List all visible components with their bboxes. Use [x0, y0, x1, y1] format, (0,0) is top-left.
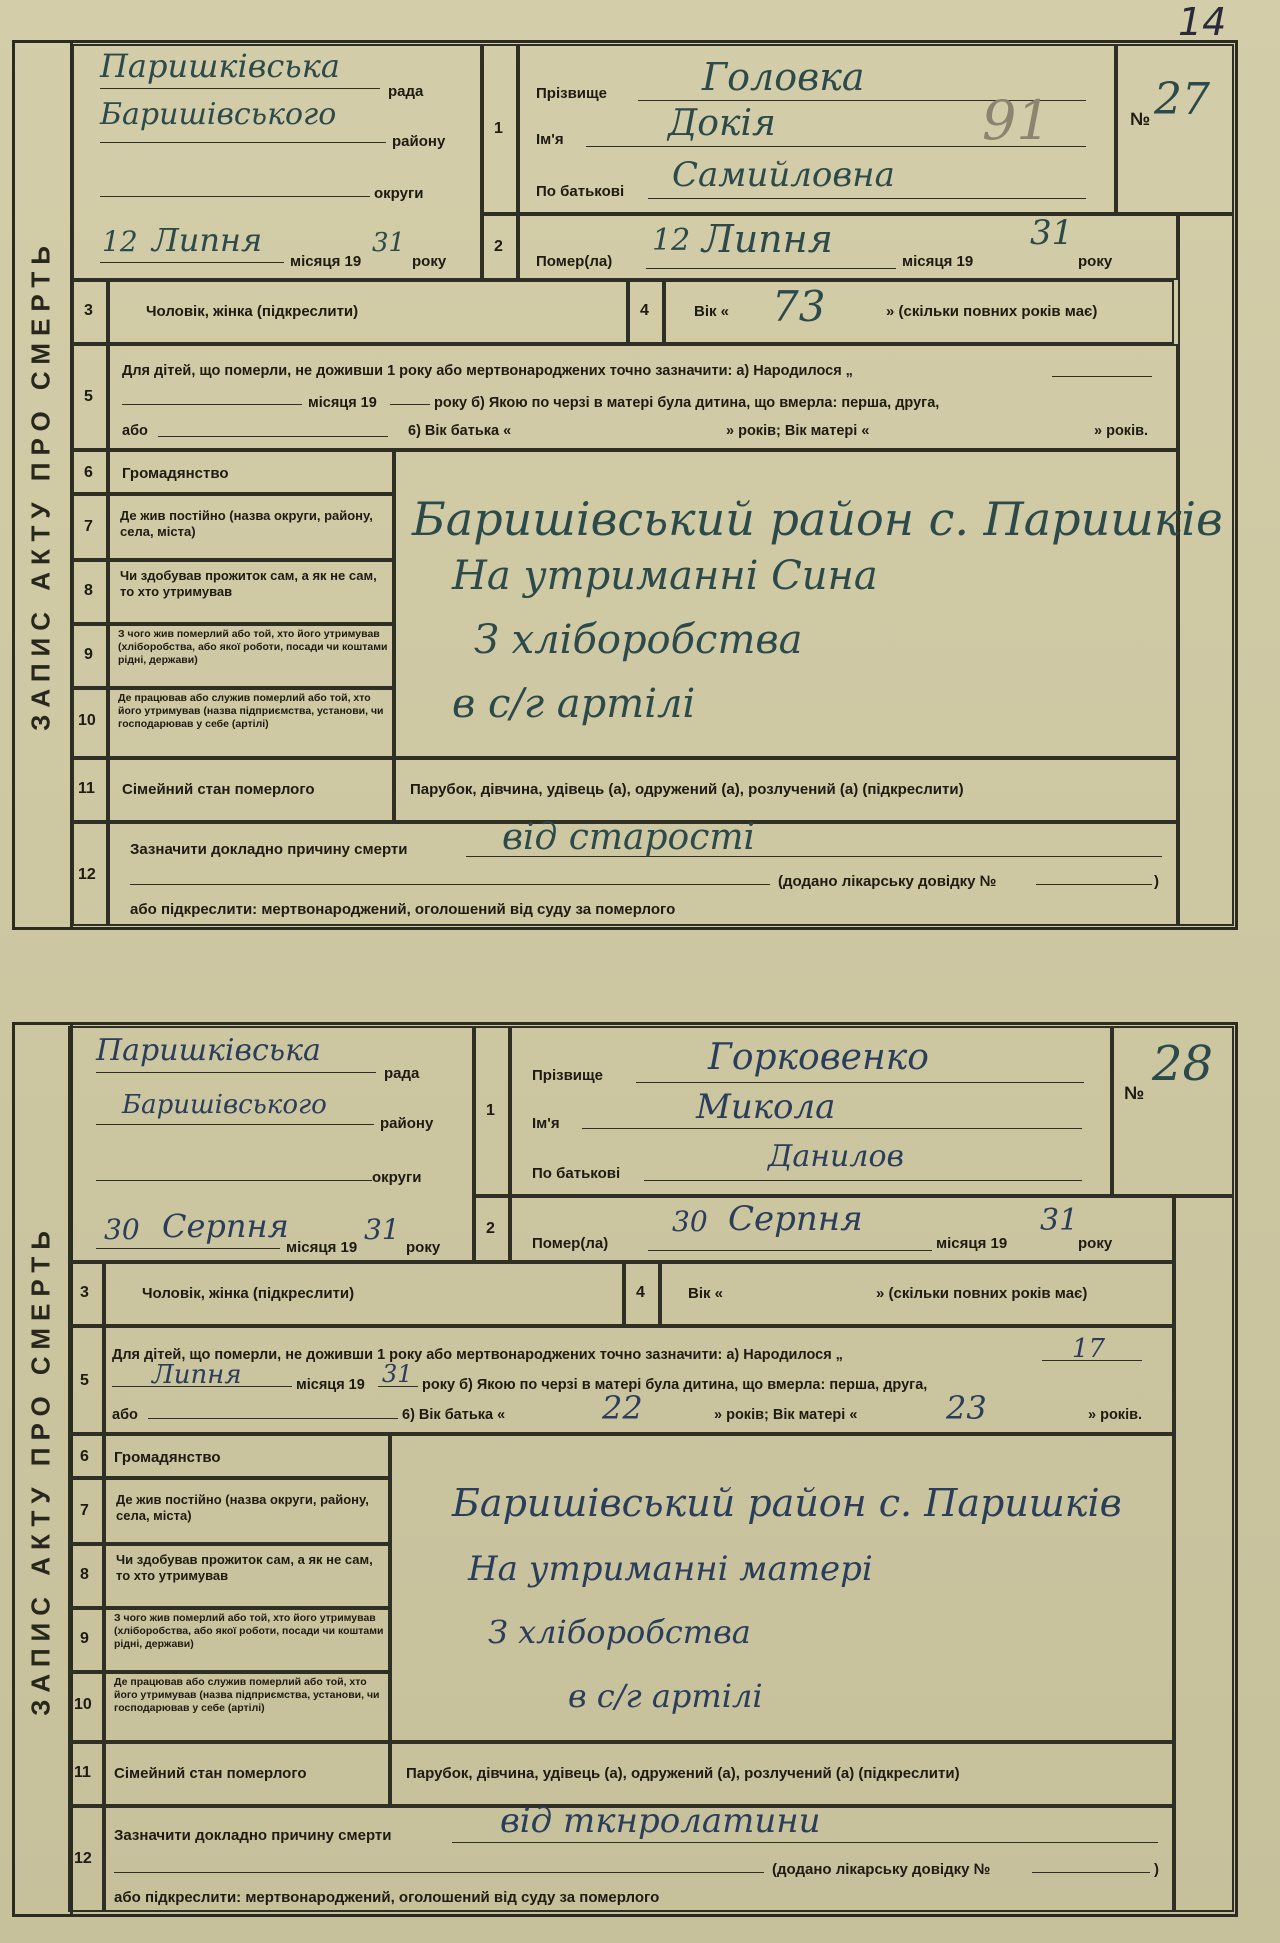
num-1: 1	[494, 120, 503, 137]
workplace-label: Де працював або служив померлий або той, хто його утримував (назва підприємства, установи, чи господарював у себе (артілі)	[114, 1676, 380, 1714]
child-rokiv-mat: » років; Вік матері «	[714, 1407, 858, 1423]
marital-options: Парубок, дівчина, удівець (а), одружений (а), розлучений (а) (підкреслити)	[410, 781, 964, 798]
num-12: 12	[74, 1850, 92, 1867]
num-12: 12	[78, 866, 96, 883]
child-abo: або	[122, 423, 148, 439]
death-date-block	[518, 214, 1178, 280]
death-year: 31	[1040, 1203, 1079, 1238]
income-label: З чого жив померлий або той, хто його утримував (хліборобства, або якої роботи, посади чи коштами рідні, держави)	[114, 1612, 384, 1650]
child-year-line	[390, 404, 430, 405]
okrugy-label: округи	[372, 1169, 422, 1186]
death-month-label: місяця 19	[936, 1235, 1008, 1252]
death-year: 31	[1030, 213, 1074, 253]
support-value: На утриманні Сина	[452, 553, 878, 599]
reg-year: 31	[364, 1213, 400, 1246]
name-value: Микола	[696, 1087, 836, 1127]
child-born-month: Липня	[152, 1360, 242, 1390]
residence-label: Де жив постійно (назва округи, району, села, міста)	[120, 508, 373, 539]
raion-label: району	[380, 1115, 434, 1132]
reg-year-label: року	[406, 1239, 441, 1256]
num-8: 8	[80, 1566, 89, 1583]
num-5: 5	[84, 388, 93, 405]
reg-year: 31	[372, 228, 406, 258]
record-number-label: №	[1130, 109, 1151, 129]
child-abo-line	[158, 436, 388, 437]
form-spine	[12, 40, 73, 930]
cause-line-2	[114, 1872, 764, 1873]
okrugy-line	[100, 196, 370, 197]
certificate-line	[1036, 884, 1152, 885]
reg-month: Липня	[152, 221, 263, 259]
reg-day: 30	[104, 1213, 140, 1246]
age-value: 73	[772, 282, 826, 331]
reg-year-label: року	[412, 253, 447, 270]
num-7: 7	[84, 518, 93, 535]
name-label: Ім'я	[532, 1115, 560, 1132]
child-month-label: місяця 19	[308, 395, 377, 411]
citizenship-label: Громадянство	[114, 1449, 221, 1466]
death-label: Помер(ла)	[532, 1235, 609, 1252]
patronymic-line	[648, 198, 1086, 199]
patronymic-label: По батькові	[536, 183, 625, 200]
patronymic-value: Самийловна	[672, 155, 895, 195]
death-day: 30	[672, 1205, 708, 1238]
death-day: 12	[652, 223, 691, 258]
right-margin-column	[1178, 214, 1234, 926]
num-8: 8	[84, 582, 93, 599]
num-7: 7	[80, 1502, 89, 1519]
child-abo: або	[112, 1407, 138, 1423]
death-date-line	[646, 268, 896, 269]
death-month: Липня	[702, 217, 833, 261]
name-line	[582, 1128, 1082, 1129]
record-number-value: 27	[1154, 74, 1210, 125]
child-rokiv: » років.	[1088, 1407, 1143, 1423]
cause-value: від старості	[502, 817, 756, 858]
support-value: На утриманні матері	[468, 1549, 873, 1589]
page-number: 14	[1178, 0, 1227, 44]
father-age: 22	[602, 1389, 643, 1427]
num-5: 5	[80, 1372, 89, 1389]
patronymic-label: По батькові	[532, 1165, 621, 1182]
num-9: 9	[80, 1630, 89, 1647]
stillborn-label: або підкреслити: мертвонароджений, оголошений від суду за померлого	[114, 1889, 660, 1906]
child-vik-batka: 6) Вік батька «	[408, 423, 512, 439]
child-rokiv-mat: » років; Вік матері «	[726, 423, 870, 439]
num-2: 2	[486, 1220, 495, 1237]
residence-value: Баришівський район с. Паришків	[412, 492, 1223, 546]
name-value: Докія	[668, 103, 776, 144]
record-number-box	[1116, 44, 1234, 214]
num-4: 4	[640, 302, 649, 319]
raion-value: Баришівського	[122, 1090, 327, 1120]
death-month: Серпня	[728, 1199, 863, 1239]
child-month-label: місяця 19	[296, 1377, 365, 1393]
cause-label: Зазначити докладно причину смерти	[130, 841, 408, 858]
child-line2b: року б) Якою по черзі в матері була дитина, що вмерла: перша, друга,	[422, 1377, 928, 1393]
okrugy-label: округи	[374, 185, 424, 202]
surname-label: Прізвище	[532, 1067, 604, 1084]
raion-line	[100, 142, 386, 143]
sex-label: Чоловік, жінка (підкреслити)	[142, 1285, 355, 1302]
workplace-label: Де працював або служив померлий або той, хто його утримував (назва підприємства, установи, чи господарював у себе (артілі)	[118, 692, 384, 730]
rada-value: Паришківська	[100, 47, 340, 85]
num-6: 6	[80, 1448, 89, 1465]
surname-line	[636, 1082, 1084, 1083]
record-number-label: №	[1124, 1083, 1145, 1103]
marital-label: Сімейний стан померлого	[114, 1765, 307, 1782]
right-margin-column	[1174, 1196, 1234, 1912]
marital-label: Сімейний стан померлого	[122, 781, 315, 798]
form-spine	[12, 1022, 73, 1917]
age-label: Вік «	[694, 303, 730, 320]
child-vik-batka: 6) Вік батька «	[402, 1407, 506, 1423]
child-born-day-line	[1052, 376, 1152, 377]
raion-line	[96, 1124, 374, 1125]
death-date-line	[648, 1250, 932, 1251]
cause-value: від ткнролатини	[500, 1801, 821, 1841]
child-line1: Для дітей, що померли, не доживши 1 року або мертвонароджених точно зазначити: а) Народилося „	[122, 363, 853, 379]
num-10: 10	[78, 712, 96, 729]
num-10: 10	[74, 1696, 92, 1713]
raion-label: району	[392, 133, 446, 150]
reg-day: 12	[102, 225, 138, 258]
certificate-label: (додано лікарську довідку №	[772, 1861, 991, 1878]
workplace-value: в с/г артілі	[568, 1677, 763, 1715]
child-line2b: року б) Якою по черзі в матері була дитина, що вмерла: перша, друга,	[434, 395, 940, 411]
num-3: 3	[84, 302, 93, 319]
sex-label: Чоловік, жінка (підкреслити)	[146, 303, 359, 320]
reg-date-line	[96, 1248, 280, 1249]
num-2: 2	[494, 238, 503, 255]
cause-line-2	[130, 884, 770, 885]
death-label: Помер(ла)	[536, 253, 613, 270]
raion-value: Баришівського	[100, 97, 337, 132]
death-record-form-1	[12, 40, 1238, 930]
citizenship-label: Громадянство	[122, 465, 229, 482]
certificate-label: (додано лікарську довідку №	[778, 873, 997, 890]
certificate-close: )	[1154, 1861, 1159, 1878]
num-11: 11	[78, 780, 95, 797]
num-6: 6	[84, 464, 93, 481]
reg-month: Серпня	[162, 1207, 289, 1245]
workplace-value: в с/г артілі	[452, 681, 696, 727]
death-month-label: місяця 19	[902, 253, 974, 270]
death-record-form-2	[12, 1022, 1238, 1917]
num-1: 1	[486, 1102, 495, 1119]
child-born-day: 17	[1072, 1334, 1106, 1364]
rada-line	[96, 1072, 376, 1073]
reg-month-label: місяця 19	[286, 1239, 358, 1256]
cause-line	[452, 1842, 1158, 1843]
stamp-number: 91	[982, 89, 1051, 152]
child-line1: Для дітей, що померли, не доживши 1 року або мертвонароджених точно зазначити: а) Народилося „	[112, 1347, 843, 1363]
okrugy-line	[96, 1180, 372, 1181]
patronymic-value: Данилов	[768, 1139, 904, 1174]
num-4: 4	[636, 1284, 645, 1301]
patronymic-line	[644, 1180, 1082, 1181]
death-year-label: року	[1078, 1235, 1113, 1252]
num-9: 9	[84, 646, 93, 663]
spine-title: ЗАПИС АКТУ ПРО СМЕРТЬ	[25, 1223, 56, 1716]
residence-label: Де жив постійно (назва округи, району, села, міста)	[116, 1492, 369, 1523]
spine-title: ЗАПИС АКТУ ПРО СМЕРТЬ	[25, 239, 56, 731]
age-tail: » (скільки повних років має)	[876, 1285, 1088, 1302]
record-number-value: 28	[1152, 1036, 1214, 1092]
income-label: З чого жив померлий або той, хто його утримував (хліборобства, або якої роботи, посади чи коштами рідні, держави)	[118, 628, 388, 666]
child-rokiv: » років.	[1094, 423, 1149, 439]
certificate-line	[1032, 1872, 1150, 1873]
marital-options: Парубок, дівчина, удівець (а), одружений (а), розлучений (а) (підкреслити)	[406, 1765, 960, 1782]
surname-label: Прізвище	[536, 85, 608, 102]
name-label: Ім'я	[536, 131, 564, 148]
stillborn-label: або підкреслити: мертвонароджений, оголошений від суду за померлого	[130, 901, 676, 918]
child-born-month-line	[122, 404, 302, 405]
child-born-year: 31	[382, 1360, 413, 1388]
reg-month-label: місяця 19	[290, 253, 362, 270]
surname-value: Горковенко	[708, 1037, 929, 1078]
surname-value: Головка	[702, 55, 865, 99]
support-label: Чи здобував прожиток сам, а як не сам, то хто утримував	[116, 1552, 373, 1583]
rada-label: рада	[388, 83, 424, 100]
age-label: Вік «	[688, 1285, 724, 1302]
support-label: Чи здобував прожиток сам, а як не сам, то хто утримував	[120, 568, 377, 599]
residence-value: Баришівський район с. Паришків	[452, 1481, 1122, 1525]
rada-value: Паришківська	[96, 1033, 321, 1068]
child-abo-line	[148, 1418, 398, 1419]
rada-line	[100, 88, 380, 89]
age-tail: » (скільки повних років має)	[886, 303, 1098, 320]
cause-label: Зазначити докладно причину смерти	[114, 1827, 392, 1844]
reg-date-line	[100, 262, 284, 263]
income-value: З хліборобства	[474, 617, 803, 663]
num-3: 3	[80, 1284, 89, 1301]
income-value: З хліборобства	[488, 1613, 751, 1651]
death-year-label: року	[1078, 253, 1113, 270]
certificate-close: )	[1154, 873, 1159, 890]
rada-label: рада	[384, 1065, 420, 1082]
num-11: 11	[74, 1764, 91, 1781]
mother-age: 23	[946, 1389, 987, 1427]
